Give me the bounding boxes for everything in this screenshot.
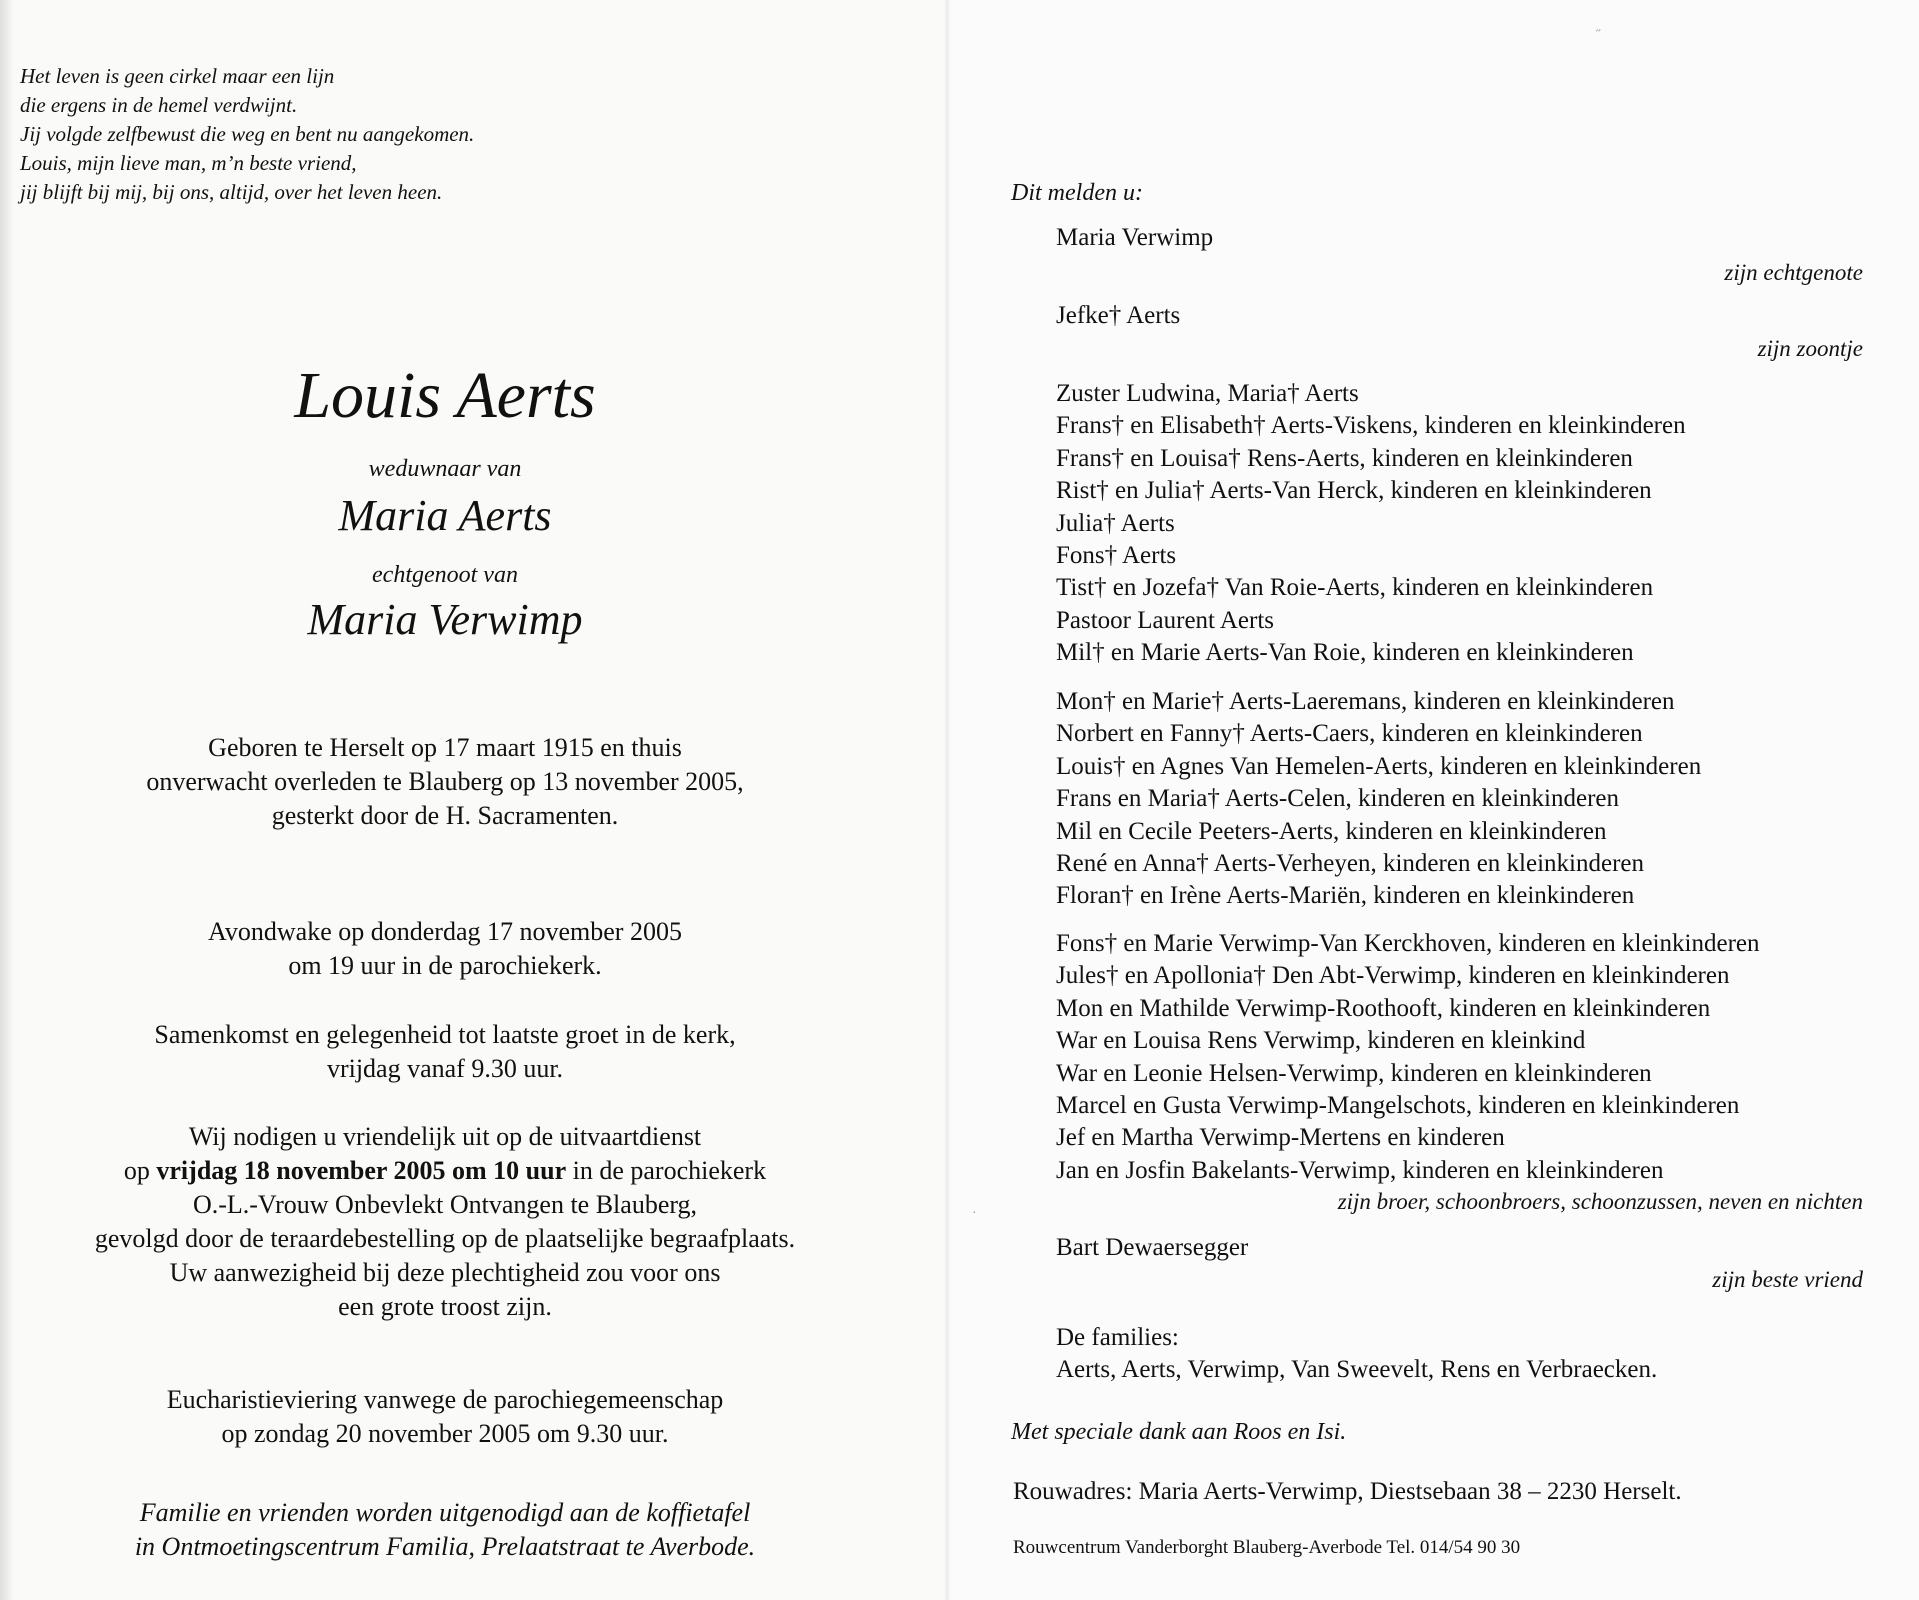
widower-label: weduwnaar van [368,456,522,482]
family-line: Rist† en Julia† Aerts-Van Herck, kinderen en kleinkinderen [1056,477,1652,505]
thanks-line: Met speciale dank aan Roos en Isi. [1011,1419,1347,1445]
family-line: René en Anna† Aerts-Verheyen, kinderen en kleinkinderen [1056,850,1644,878]
family-role: zijn broer, schoonbroers, schoonzussen, neven en nichten [1337,1189,1863,1214]
spouse-name: Maria Verwimp [307,595,583,644]
poem-line: die ergens in de hemel verdwijnt. [20,93,298,117]
family-line: Mil en Cecile Peeters-Aerts, kinderen en kleinkinderen [1056,817,1607,845]
families-label: De families: [1056,1324,1179,1351]
first-spouse-name: Maria Aerts [338,491,552,540]
family-line: Jef en Martha Verwimp-Mertens en kinderen [1056,1124,1505,1152]
spouse-label: echtgenoot van [372,562,518,588]
funeral-line: een grote troost zijn. [338,1292,552,1321]
family-line: Frans† en Louisa† Rens-Aerts, kinderen en kleinkinderen [1056,444,1633,472]
family-line: Zuster Ludwina, Maria† Aerts [1056,380,1359,407]
family-line: Jules† en Apollonia† Den Abt-Verwimp, kinderen en kleinkinderen [1056,962,1730,990]
birth-death-line: Geboren te Herselt op 17 maart 1915 en thuis [208,733,682,762]
funeral-line: Uw aanwezigheid bij deze plechtigheid zou voor ons [169,1258,721,1287]
poem-line: Louis, mijn lieve man, m’n beste vriend, [20,151,357,175]
paper-speck: · [972,1206,977,1221]
gathering-line: Samenkomst en gelegenheid tot laatste groet in de kerk, [154,1020,736,1049]
family-line: Norbert en Fanny† Aerts-Caers, kinderen en kleinkinderen [1056,720,1643,748]
friend-name: Bart Dewaersegger [1056,1234,1249,1261]
coffee-line: Familie en vrienden worden uitgenodigd aan de koffietafel [139,1498,751,1527]
family-line: Floran† en Irène Aerts-Mariën, kinderen en kleinkinderen [1056,882,1635,910]
family-line: Mon en Mathilde Verwimp-Roothooft, kinderen en kleinkinderen [1056,994,1711,1022]
eucharist-line: op zondag 20 november 2005 om 9.30 uur. [221,1419,669,1448]
funeral-suffix: in de parochiekerk [566,1156,767,1185]
son-name: Jefke† Aerts [1056,302,1181,329]
family-line: Fons† Aerts [1056,542,1177,570]
family-line: Fons† en Marie Verwimp-Van Kerckhoven, kinderen en kleinkinderen [1056,930,1760,957]
funeral-block [0,1120,890,1324]
family-line: War en Leonie Helsen-Verwimp, kinderen en kleinkinderen [1056,1059,1652,1087]
friend-role: zijn beste vriend [1712,1267,1863,1292]
birth-death-line: gesterkt door de H. Sacramenten. [271,801,619,830]
birth-death-line: onverwacht overleden te Blauberg op 13 november 2005, [146,767,744,796]
undertaker-line: Rouwcentrum Vanderborght Blauberg-Averbode Tel. 014/54 90 30 [1013,1537,1521,1558]
spouse-role: zijn echtgenote [1724,260,1863,285]
page-fold [944,0,952,1600]
eucharist-block [0,1383,890,1451]
birth-death-block [0,731,890,833]
family-line: Louis† en Agnes Van Hemelen-Aerts, kinderen en kleinkinderen [1056,752,1702,780]
funeral-line [0,1154,890,1188]
funeral-line: O.-L.-Vrouw Onbevlekt Ontvangen te Blauberg, [192,1190,698,1219]
family-line: Marcel en Gusta Verwimp-Mangelschots, kinderen en kleinkinderen [1056,1092,1740,1120]
funeral-datetime: vrijdag 18 november 2005 om 10 uur [156,1156,567,1185]
gathering-line: vrijdag vanaf 9.30 uur. [326,1054,564,1083]
funeral-line: gevolgd door de teraardebestelling op de plaatselijke begraafplaats. [94,1224,796,1253]
coffee-line: in Ontmoetingscentrum Familia, Prelaatstraat te Averbode. [134,1532,756,1561]
poem-line: Jij volgde zelfbewust die weg en bent nu aangekomen. [20,122,475,146]
family-group-aerts [1056,378,1686,670]
funeral-line: Wij nodigen u vriendelijk uit op de uitvaartdienst [188,1122,702,1151]
vigil-block [0,915,890,983]
son-role: zijn zoontje [1757,336,1863,361]
poem [20,62,640,207]
vigil-line: om 19 uur in de parochiekerk. [288,951,602,980]
family-line: Frans en Maria† Aerts-Celen, kinderen en kleinkinderen [1056,785,1620,813]
families-list: Aerts, Aerts, Verwimp, Van Sweevelt, Rens en Verbraecken. [1056,1356,1658,1383]
announce-intro: Dit melden u: [1011,180,1143,206]
family-group-in-laws [1056,686,1701,913]
family-line: Frans† en Elisabeth† Aerts-Viskens, kinderen en kleinkinderen [1056,412,1686,440]
family-line: War en Louisa Rens Verwimp, kinderen en kleinkind [1056,1027,1586,1055]
coffee-block [0,1496,890,1564]
paper-speck: ˝ [1596,28,1601,43]
family-group-verwimp [1056,928,1760,1187]
eucharist-line: Eucharistieviering vanwege de parochiegemeenschap [166,1385,724,1414]
gathering-block [0,1018,890,1086]
family-line: Mon† en Marie† Aerts-Laeremans, kinderen en kleinkinderen [1056,688,1675,715]
deceased-name: Louis Aerts [294,359,596,432]
mourning-address: Rouwadres: Maria Aerts-Verwimp, Diestsebaan 38 – 2230 Herselt. [1013,1478,1682,1505]
vigil-line: Avondwake op donderdag 17 november 2005 [208,917,682,946]
family-line: Tist† en Jozefa† Van Roie-Aerts, kinderen en kleinkinderen [1056,574,1654,602]
family-line: Mil† en Marie Aerts-Van Roie, kinderen en kleinkinderen [1056,639,1634,667]
spouse-announce-name: Maria Verwimp [1056,224,1214,251]
family-line: Julia† Aerts [1056,509,1175,537]
family-line: Pastoor Laurent Aerts [1056,606,1275,634]
poem-line: jij blijft bij mij, bij ons, altijd, over het leven heen. [20,180,443,204]
funeral-prefix: op [123,1156,157,1185]
family-line: Jan en Josfin Bakelants-Verwimp, kinderen en kleinkinderen [1056,1156,1664,1184]
poem-line: Het leven is geen cirkel maar een lijn [20,64,335,88]
